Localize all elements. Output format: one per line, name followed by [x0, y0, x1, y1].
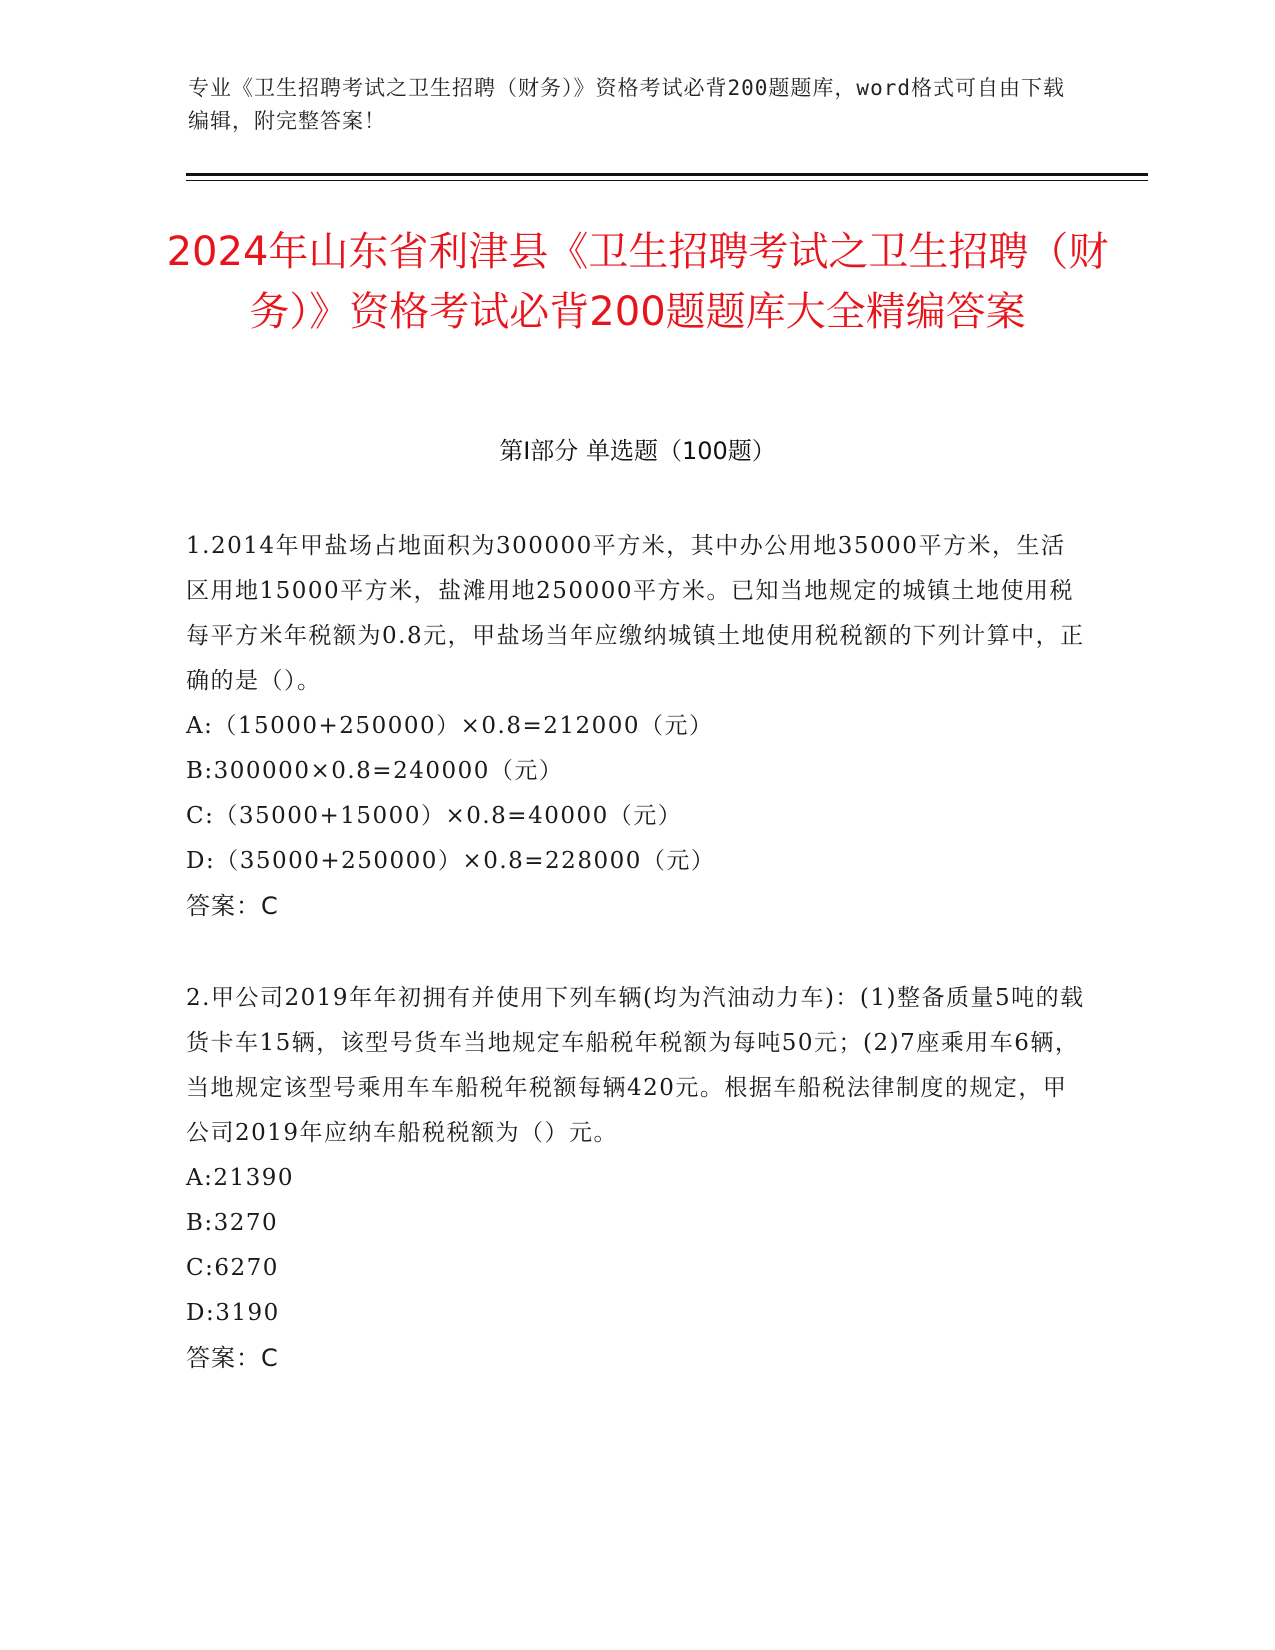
question-stem: 2.甲公司2019年年初拥有并使用下列车辆(均为汽油动力车)：(1)整备质量5吨的载货卡车15辆，该型号货车当地规定车船税年税额为每吨50元；(2)7座乘用车6辆，当地规定该型号乘用车车船税年税额每辆420元。根据车船税法律制度的规定，甲公司2019年应纳车船税税额为（）元。 [186, 985, 1085, 1146]
question-2 [186, 976, 1086, 1381]
header-note: 专业《卫生招聘考试之卫生招聘（财务）》资格考试必背200题题库，word格式可自由下载编辑，附完整答案！ [188, 76, 1065, 133]
option-a: A:（15000+250000）×0.8=212000（元） [186, 713, 714, 739]
question-stem: 1.2014年甲盐场占地面积为300000平方米，其中办公用地35000平方米，生活区用地15000平方米，盐滩用地250000平方米。已知当地规定的城镇土地使用税每平方米年税额为0.8元，甲盐场当年应缴纳城镇土地使用税税额的下列计算中，正确的是（）。 [186, 533, 1085, 694]
section-title: 第I部分 单选题（100题） [499, 437, 776, 465]
option-c: C:（35000+15000）×0.8=40000（元） [186, 803, 683, 829]
document-title: 2024年山东省利津县《卫生招聘考试之卫生招聘（财务）》资格考试必背200题题库大全精编答案 [166, 229, 1109, 335]
option-b: B:3270 [186, 1210, 279, 1236]
answer: 答案：C [186, 1344, 279, 1372]
option-c: C:6270 [186, 1255, 279, 1281]
header-divider-thin [186, 180, 1148, 181]
option-d: D:3190 [186, 1300, 280, 1326]
option-d: D:（35000+250000）×0.8=228000（元） [186, 848, 716, 874]
question-1 [186, 524, 1086, 929]
option-b: B:300000×0.8=240000（元） [186, 758, 564, 784]
answer: 答案：C [186, 892, 279, 920]
option-a: A:21390 [186, 1165, 295, 1191]
header-divider [186, 173, 1148, 176]
